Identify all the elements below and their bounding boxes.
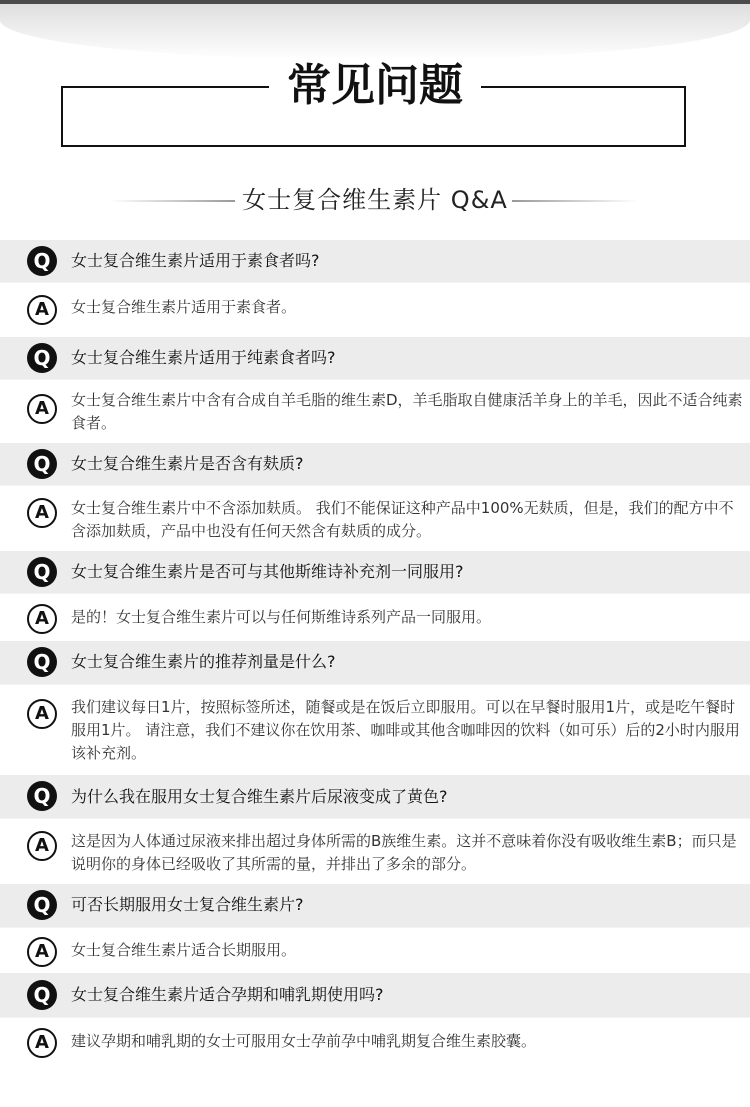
question-badge-icon: Q	[27, 890, 57, 920]
faq-answer-row	[0, 485, 750, 551]
faq-answer-text: 女士复合维生素片中含有合成自羊毛脂的维生素D，羊毛脂取自健康活羊身上的羊毛，因此不适合纯素食者。	[71, 391, 743, 432]
faq-answer-row	[0, 379, 750, 443]
faq-answer-text: 女士复合维生素片适用于素食者。	[71, 298, 297, 316]
faq-question-row	[0, 973, 750, 1017]
question-badge-icon: Q	[27, 246, 57, 276]
faq-question-text: 女士复合维生素片的推荐剂量是什么?	[71, 652, 336, 671]
faq-question-text: 可否长期服用女士复合维生素片?	[71, 895, 304, 914]
faq-answer-row	[0, 593, 750, 641]
answer-badge-icon: A	[27, 831, 57, 861]
faq-question-row	[0, 443, 750, 485]
faq-answer-row	[0, 818, 750, 884]
faq-question-text: 女士复合维生素片适合孕期和哺乳期使用吗?	[71, 985, 384, 1004]
faq-answer-text: 女士复合维生素片适合长期服用。	[71, 941, 297, 959]
top-decorative-band	[0, 0, 750, 60]
faq-question-text: 女士复合维生素片适用于纯素食者吗?	[71, 348, 336, 367]
question-badge-icon: Q	[27, 557, 57, 587]
faq-answer-row	[0, 282, 750, 337]
question-badge-icon: Q	[27, 343, 57, 373]
faq-question-row	[0, 337, 750, 379]
page-title: 常见问题	[0, 56, 750, 116]
faq-answer-text: 建议孕期和哺乳期的女士可服用女士孕前孕中哺乳期复合维生素胶囊。	[71, 1032, 537, 1050]
answer-badge-icon: A	[27, 498, 57, 528]
faq-question-row	[0, 551, 750, 593]
faq-question-text: 为什么我在服用女士复合维生素片后尿液变成了黄色?	[71, 787, 448, 806]
answer-badge-icon: A	[27, 1028, 57, 1058]
faq-answer-text: 女士复合维生素片中不含添加麸质。 我们不能保证这种产品中100%无麸质，但是，我们的配方中不含添加麸质，产品中也没有任何天然含有麸质的成分。	[71, 499, 734, 540]
faq-question-text: 女士复合维生素片适用于素食者吗?	[71, 251, 320, 270]
answer-badge-icon: A	[27, 604, 57, 634]
faq-question-row	[0, 884, 750, 927]
faq-answer-row	[0, 1017, 750, 1067]
question-badge-icon: Q	[27, 449, 57, 479]
question-badge-icon: Q	[27, 781, 57, 811]
subtitle-divider-right	[512, 200, 637, 202]
faq-question-row	[0, 641, 750, 684]
answer-badge-icon: A	[27, 699, 57, 729]
answer-badge-icon: A	[27, 394, 57, 424]
page-subtitle: 女士复合维生素片 Q&A	[242, 186, 508, 214]
faq-question-text: 女士复合维生素片是否可与其他斯维诗补充剂一同服用?	[71, 562, 464, 581]
faq-answer-text: 我们建议每日1片，按照标签所述，随餐或是在饭后立即服用。可以在早餐时服用1片，或是吃午餐时服用1片。 请注意，我们不建议你在饮用茶、咖啡或其他含咖啡因的饮料（如可乐）后的2小时内服用该补充剂。	[71, 698, 740, 762]
answer-badge-icon: A	[27, 937, 57, 967]
faq-answer-row	[0, 927, 750, 973]
faq-question-row	[0, 775, 750, 818]
faq-answer-row	[0, 684, 750, 775]
answer-badge-icon: A	[27, 295, 57, 325]
faq-question-text: 女士复合维生素片是否含有麸质?	[71, 454, 304, 473]
question-badge-icon: Q	[27, 980, 57, 1010]
faq-answer-text: 这是因为人体通过尿液来排出超过身体所需的B族维生素。这并不意味着你没有吸收维生素B；而只是说明你的身体已经吸收了其所需的量，并排出了多余的部分。	[71, 832, 737, 873]
faq-answer-text: 是的！女士复合维生素片可以与任何斯维诗系列产品一同服用。	[71, 608, 492, 626]
faq-question-row	[0, 240, 750, 282]
question-badge-icon: Q	[27, 647, 57, 677]
